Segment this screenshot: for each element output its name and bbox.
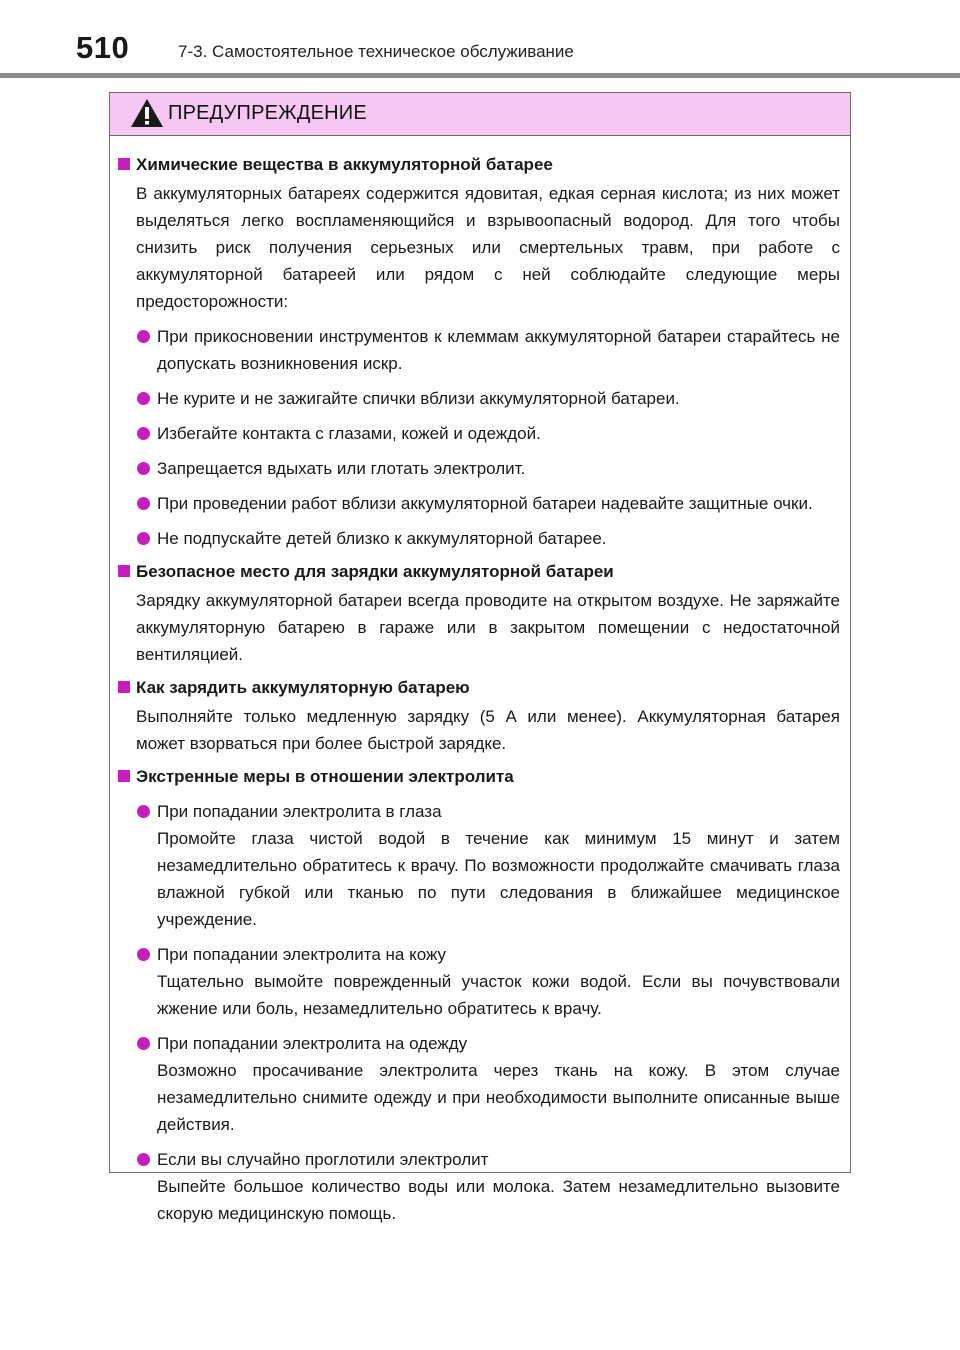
page-number: 510 <box>76 30 130 65</box>
circle-bullet-icon <box>137 330 150 343</box>
list-item-title: При попадании электролита на одежду <box>157 1034 468 1053</box>
section-heading <box>118 151 840 178</box>
list-item-text: Промойте глаза чистой водой в течение как минимум 15 минут и затем незамедлительно обратитесь к врачу. По возможности продолжайте смачивать глаза влажной губкой или тканью по пути следования в ближайшее медицинское учреждение. <box>157 829 840 929</box>
section-heading-text: Как зарядить аккумуляторную батарею <box>136 678 470 697</box>
section-heading-text: Безопасное место для зарядки аккумуляторной батареи <box>136 562 614 581</box>
list-item-title: При попадании электролита на кожу <box>157 945 447 964</box>
section-title: 7-3. Самостоятельное техническое обслуживание <box>178 42 574 61</box>
list-item <box>118 941 840 1022</box>
section-paragraph: Зарядку аккумуляторной батареи всегда проводите на открытом воздухе. Не заряжайте аккумуляторную батарею в гараже или в закрытом помещении с недостаточной вентиляцией. <box>136 591 840 664</box>
list-item <box>118 323 840 377</box>
warning-title: ПРЕДУПРЕЖДЕНИЕ <box>168 102 367 124</box>
list-item <box>118 1030 840 1138</box>
section-heading <box>118 558 840 585</box>
list-item-text: Тщательно вымойте поврежденный участок кожи водой. Если вы почувствовали жжение или боль, незамедлительно обратитесь к врачу. <box>157 972 840 1018</box>
warning-triangle-icon <box>130 98 164 128</box>
section-heading <box>118 674 840 701</box>
section-heading <box>118 763 840 790</box>
circle-bullet-icon <box>137 1037 150 1050</box>
circle-bullet-icon <box>137 497 150 510</box>
list-item-text: Запрещается вдыхать или глотать электролит. <box>157 459 526 478</box>
list-item <box>118 798 840 933</box>
list-item-text: Не курите и не зажигайте спички вблизи аккумуляторной батареи. <box>157 389 680 408</box>
list-item-text: Выпейте большое количество воды или молока. Затем незамедлительно вызовите скорую медицинскую помощь. <box>157 1177 840 1223</box>
list-item-text: Избегайте контакта с глазами, кожей и одеждой. <box>157 424 541 443</box>
circle-bullet-icon <box>137 532 150 545</box>
warning-box <box>109 92 851 1223</box>
section-paragraph: Выполняйте только медленную зарядку (5 А или менее). Аккумуляторная батарея может взорваться при более быстрой зарядке. <box>136 707 840 753</box>
section-paragraph: В аккумуляторных батареях содержится ядовитая, едкая серная кислота; из них может выделяться легко воспламеняющийся и взрывоопасный водород. Для того чтобы снизить риск получения серьезных или смертельных травм, при работе с аккумуляторной батареей или рядом с ней соблюдайте следующие меры предосторожности: <box>136 184 840 311</box>
list-item-text: Не подпускайте детей близко к аккумуляторной батарее. <box>157 529 607 548</box>
square-bullet-icon <box>118 681 130 693</box>
list-item <box>118 385 840 412</box>
list-item <box>118 420 840 447</box>
list-item-text: При проведении работ вблизи аккумуляторной батареи надевайте защитные очки. <box>157 494 813 513</box>
section-heading-text: Химические вещества в аккумуляторной батарее <box>136 155 553 174</box>
section-heading-text: Экстренные меры в отношении электролита <box>136 767 514 786</box>
list-item-title: Если вы случайно проглотили электролит <box>157 1150 489 1169</box>
square-bullet-icon <box>118 158 130 170</box>
circle-bullet-icon <box>137 392 150 405</box>
circle-bullet-icon <box>137 462 150 475</box>
circle-bullet-icon <box>137 948 150 961</box>
warning-header <box>110 93 850 136</box>
page-header <box>0 0 960 80</box>
header-rule <box>0 73 960 78</box>
circle-bullet-icon <box>137 1153 150 1166</box>
list-item <box>118 525 840 552</box>
list-item-text: Возможно просачивание электролита через ткань на кожу. В этом случае незамедлительно снимите одежду и при необходимости выполните описанные выше действия. <box>157 1061 840 1134</box>
list-item <box>118 1146 840 1227</box>
list-item <box>118 490 840 517</box>
list-item <box>118 455 840 482</box>
circle-bullet-icon <box>137 427 150 440</box>
square-bullet-icon <box>118 770 130 782</box>
circle-bullet-icon <box>137 805 150 818</box>
list-item-title: При попадании электролита в глаза <box>157 802 442 821</box>
square-bullet-icon <box>118 565 130 577</box>
list-item-text: При прикосновении инструментов к клеммам аккумуляторной батареи старайтесь не допускать возникновения искр. <box>157 327 840 373</box>
warning-body <box>110 136 850 1227</box>
